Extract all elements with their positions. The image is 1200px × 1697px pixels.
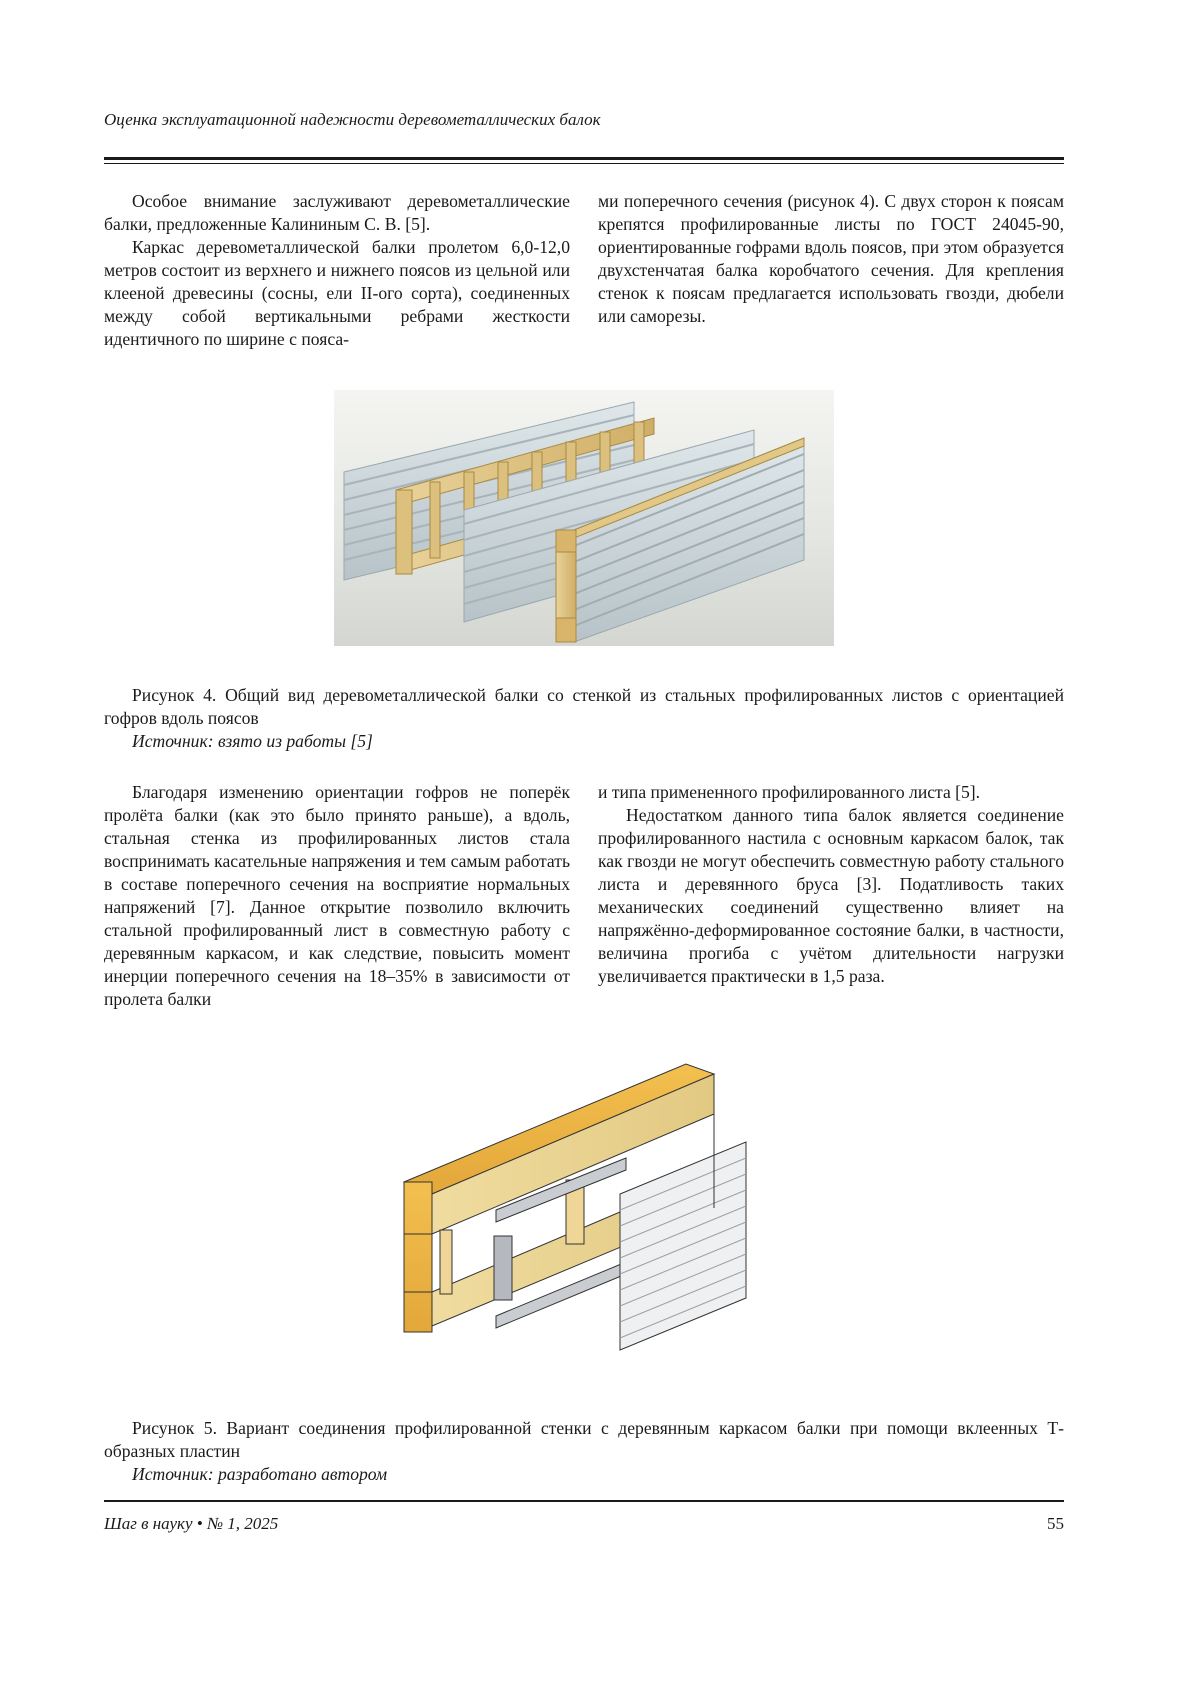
header-rule-thin — [104, 163, 1064, 164]
paragraph: Особое внимание заслуживают деревометаллические балки, предложенные Калининым С. В. [5]. — [104, 191, 570, 234]
caption-source: Источник: разработано автором — [132, 1464, 388, 1484]
caption-text: Рисунок 5. Вариант соединения профилированной стенки с деревянным каркасом балки при помощи вклеенных Т-образных пластин — [104, 1418, 1064, 1461]
section2-right-column — [598, 781, 1064, 988]
section2-left-column — [104, 781, 570, 1011]
page-number: 55 — [1047, 1514, 1064, 1533]
figure-4-image — [334, 390, 834, 646]
paragraph: ми поперечного сечения (рисунок 4). С двух сторон к поясам крепятся профилированные листы по ГОСТ 24045-90, ориентированные гофрами вдоль поясов, при этом образуется двухстенчатая балка коробчатого сечения. Для крепления стенок к поясам предлагается использовать гвозди, дюбели или саморезы. — [598, 191, 1064, 326]
connection-detail-illustration — [396, 1054, 776, 1380]
caption-source: Источник: взято из работы [5] — [132, 731, 373, 751]
paragraph: Благодаря изменению ориентации гофров не поперёк пролёта балки (как это было принято раньше), а вдоль, стальная стенка из профилированных листов стала воспринимать касательные напряжения и тем самым работать в составе поперечного сечения на восприятие нормальных напряжений [7]. Данное открытие позволило включить стальной профилированный лист в совместную работу с деревянным каркасом, и как следствие, повысить момент инерции поперечного сечения на 18–35% в зависимости от пролета балки — [104, 782, 570, 1009]
paragraph: Недостатком данного типа балок является соединение профилированного настила с основным каркасом балок, так как гвозди не могут обеспечить совместную работу стального листа и деревянного бруса [3]. Податливость таких механических соединений существенно влияет на напряжённо-деформированное состояние балки, в частности, величина прогиба с учётом длительности нагрузки увеличивается практически в 1,5 раза. — [598, 805, 1064, 986]
caption-text: Рисунок 4. Общий вид деревометаллической балки со стенкой из стальных профилированных листов с ориентацией гофров вдоль поясов — [104, 685, 1064, 728]
journal-info: Шаг в науку • № 1, 2025 — [104, 1514, 279, 1533]
figure-5-image — [396, 1054, 776, 1380]
figure-4-caption — [104, 684, 1064, 753]
figure-5-caption — [104, 1417, 1064, 1486]
running-title: Оценка эксплуатационной надежности деревометаллических балок — [104, 110, 601, 129]
beam-render-illustration — [334, 390, 834, 646]
section1-left-column — [104, 190, 570, 351]
paragraph: и типа примененного профилированного листа [5]. — [598, 782, 981, 802]
paragraph: Каркас деревометаллической балки пролетом 6,0-12,0 метров состоит из верхнего и нижнего поясов из цельной или клееной древесины (сосны, ели II-ого сорта), соединенных между собой вертикальными ребрами жесткости идентичного по ширине с пояса- — [104, 237, 570, 349]
section1-right-column — [598, 190, 1064, 328]
header-rule — [104, 157, 1064, 160]
footer-rule — [104, 1500, 1064, 1502]
